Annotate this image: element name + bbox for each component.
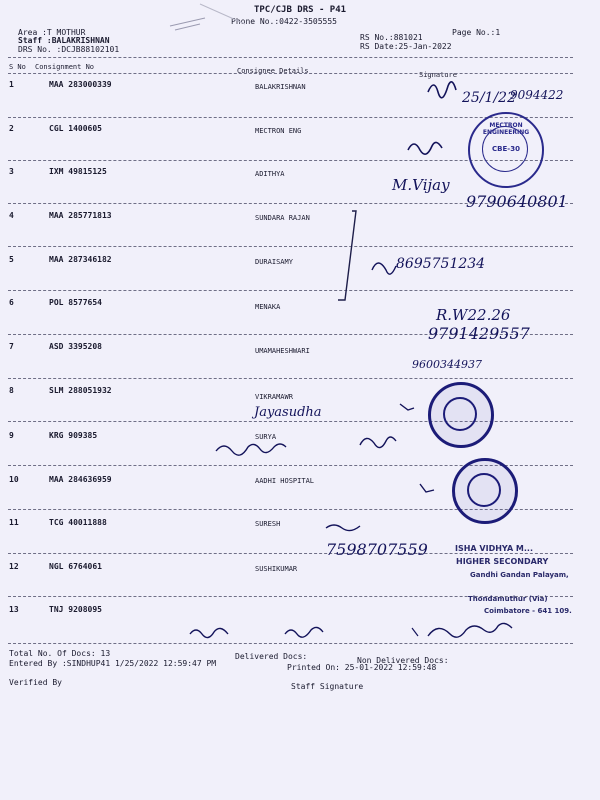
row-sno: 5	[9, 255, 14, 264]
row-consignee: SURESH	[255, 520, 281, 528]
col-consignee: Consignee Details	[237, 67, 309, 75]
rs-number: RS No.:881021	[360, 33, 423, 42]
row-consignee: AADHI HOSPITAL	[255, 477, 315, 485]
page-number: Page No.:1	[452, 28, 501, 37]
school-stamp-line: HIGHER SECONDARY	[456, 557, 549, 566]
school-stamp-line: ISHA VIDHYA M...	[455, 544, 533, 553]
row-consignment: KRG 909385	[49, 431, 98, 440]
handwritten-phone: 9094422	[510, 88, 564, 102]
row-sno: 13	[9, 605, 19, 614]
row-consignee: SURYA	[255, 433, 277, 441]
row-sno: 2	[9, 124, 14, 133]
row-consignment: SLM 288051932	[49, 386, 112, 395]
row-sno: 8	[9, 386, 14, 395]
row-consignee: SUNDARA RAJAN	[255, 214, 310, 222]
staff-signature-label: Staff Signature	[291, 682, 364, 691]
handwritten-date: 25/1/22	[462, 90, 516, 106]
row-consignment: POL 8577654	[49, 298, 102, 307]
row-sno: 1	[9, 80, 14, 89]
handwritten-phone: 9790640801	[466, 192, 568, 211]
row-sno: 6	[9, 298, 14, 307]
row-consignee: BALAKRISHNAN	[255, 83, 306, 91]
drs-number: DRS No. :DCJB88102101	[18, 45, 120, 54]
sheet-title: TPC/CJB DRS - P41	[253, 5, 347, 15]
row-consignment: NGL 6764061	[49, 562, 102, 571]
row-sno: 11	[9, 518, 19, 527]
row-consignment: TCG 40011888	[49, 518, 107, 527]
handwritten-phone: 7598707559	[326, 540, 428, 559]
handwritten-phone: 9791429557	[428, 324, 530, 343]
row-sno: 10	[9, 475, 19, 484]
row-consignment: CGL 1400605	[49, 124, 102, 133]
row-consignee: SUSHIKUMAR	[255, 565, 298, 573]
school-stamp-line: Thondamuthur (Via)	[468, 595, 548, 603]
non-delivered-docs: Non Delivered Docs:	[357, 656, 449, 665]
hospital-stamp	[452, 458, 518, 524]
row-consignee: UMAMAHESHWARI	[255, 347, 310, 355]
row-consignment: TNJ 9208095	[49, 605, 102, 614]
row-consignee: VIKRAMAWR	[255, 393, 293, 401]
delivered-docs: Delivered Docs:	[235, 652, 308, 661]
row-consignee: DURAISAMY	[255, 258, 293, 266]
row-sno: 7	[9, 342, 14, 351]
row-consignee: MECTRON ENG	[255, 127, 302, 135]
stamp-text: MECTRON ENGINEERING	[482, 122, 530, 136]
rs-date: RS Date:25-Jan-2022	[360, 42, 452, 51]
col-consignment: Consignment No	[35, 63, 95, 71]
handwritten-phone: 9600344937	[412, 358, 482, 371]
area-label: Area :T MOTHUR	[18, 28, 86, 37]
row-consignment: ASD 3395208	[49, 342, 102, 351]
total-docs: Total No. Of Docs: 13	[9, 649, 111, 658]
handwritten-phone: 8695751234	[396, 256, 486, 272]
row-consignee: ADITHYA	[255, 170, 285, 178]
entered-by: Entered By :SINDHUP41 1/25/2022 12:59:47 PM	[9, 659, 217, 668]
mectron-stamp	[468, 112, 544, 188]
row-consignee: MENAKA	[255, 303, 281, 311]
row-sno: 4	[9, 211, 14, 220]
phone-number: Phone No.:0422-3505555	[231, 17, 337, 26]
school-stamp-line: Gandhi Gandan Palayam,	[470, 571, 569, 579]
stamp-inner-ring	[443, 397, 477, 431]
school-stamp-line: Coimbatore - 641 109.	[484, 607, 572, 615]
stamp-inner-ring	[467, 473, 501, 507]
col-signature: Signature	[419, 71, 457, 79]
verified-by: Verified By	[9, 678, 62, 687]
handwritten-name: M.Vijay	[392, 176, 450, 194]
row-consignment: IXM 49815125	[49, 167, 107, 176]
row-sno: 3	[9, 167, 14, 176]
printed-on: Printed On: 25-01-2022 12:59:48	[287, 663, 437, 672]
row-consignment: MAA 283000339	[49, 80, 112, 89]
handwritten-name: Jayasudha	[254, 405, 322, 420]
row-consignment: MAA 284636959	[49, 475, 112, 484]
hospital-stamp	[428, 382, 494, 448]
stamp-inner-text: CBE-30	[492, 145, 520, 153]
handwritten-text: R.W22.26	[436, 306, 511, 324]
row-consignment: MAA 285771813	[49, 211, 112, 220]
col-sno: S No	[9, 63, 26, 71]
row-sno: 9	[9, 431, 14, 440]
row-consignment: MAA 287346182	[49, 255, 112, 264]
staff-label: Staff :BALAKRISHNAN	[18, 36, 110, 45]
row-sno: 12	[9, 562, 19, 571]
